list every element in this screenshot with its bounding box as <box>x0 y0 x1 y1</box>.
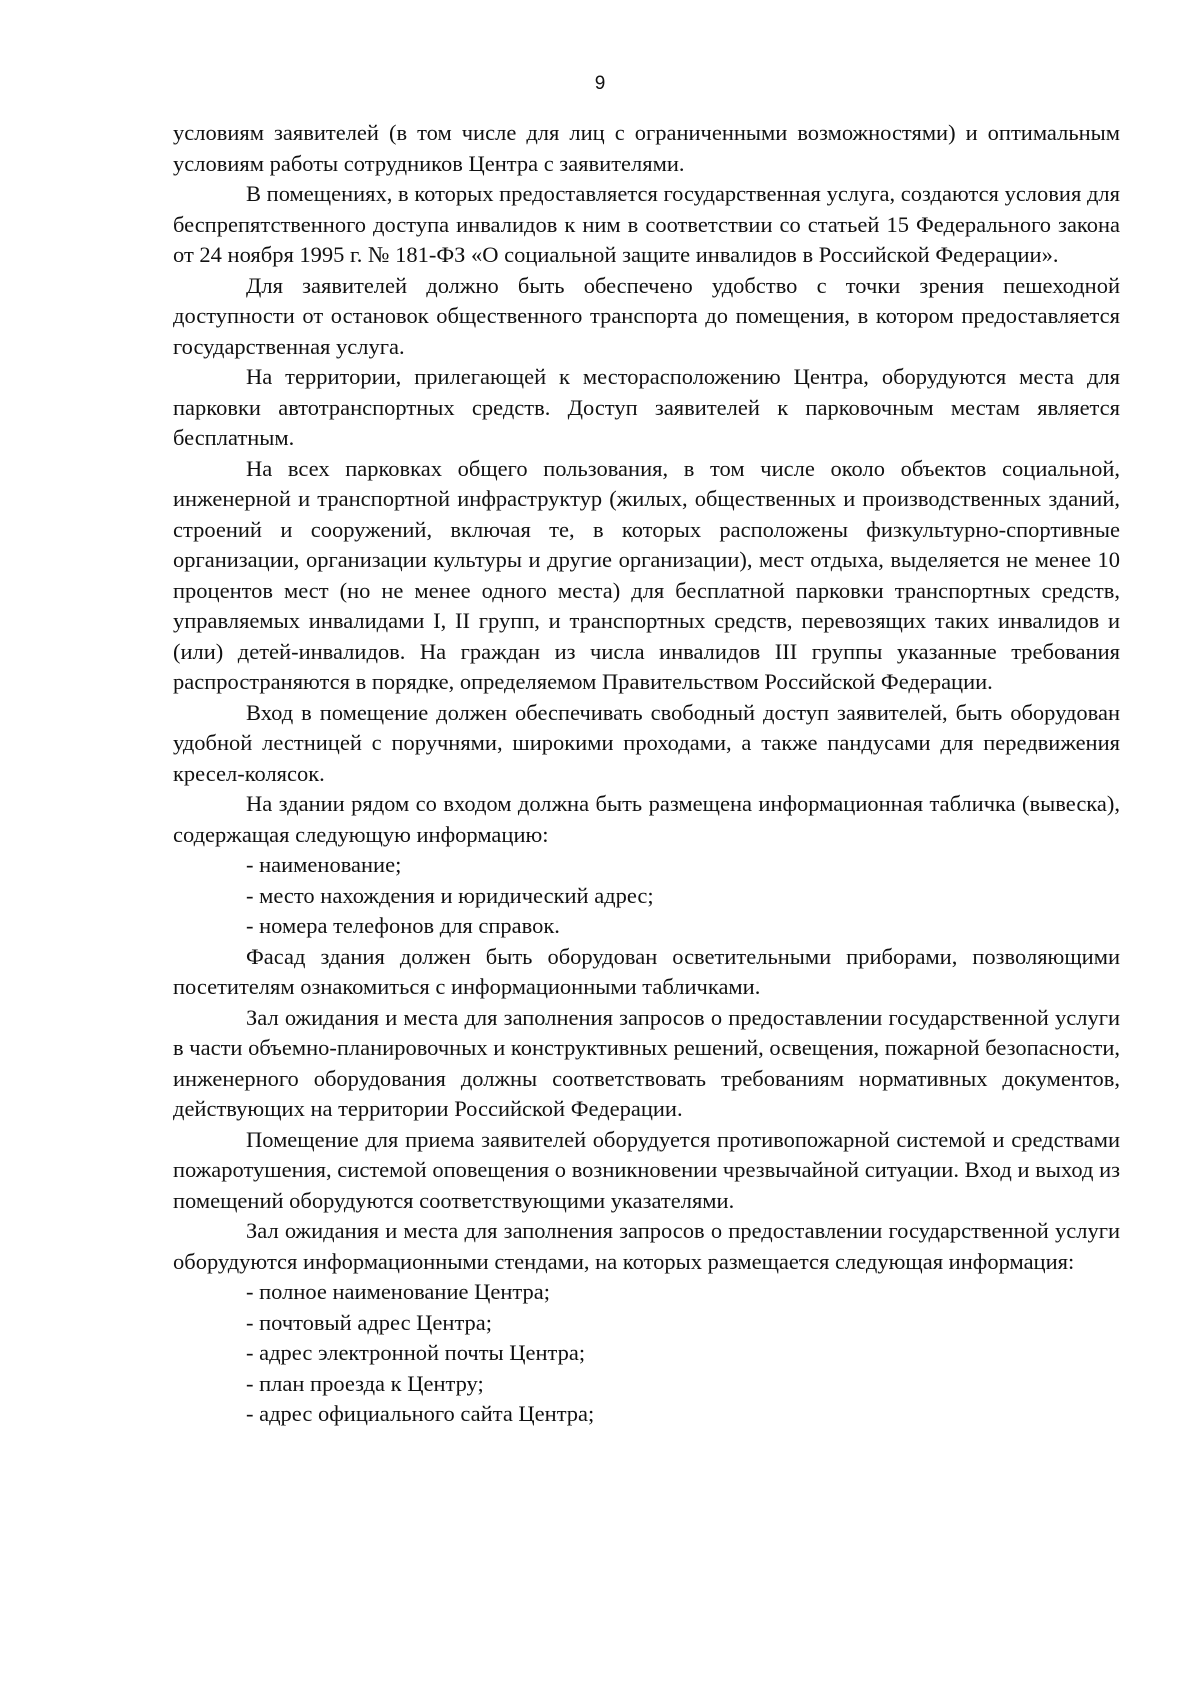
list-item: - полное наименование Центра; <box>246 1279 550 1304</box>
list-item: - адрес электронной почты Центра; <box>246 1340 586 1365</box>
paragraph: Зал ожидания и места для заполнения запросов о предоставлении государственной услуги в части объемно-планировочных и конструктивных решений, освещения, пожарной безопасности, инженерного оборудования должны соответствовать требованиям нормативных документов, действующих на территории Российской Федерации. <box>173 1004 1120 1121</box>
paragraph: На всех парковках общего пользования, в том числе около объектов социальной, инженерной и транспортной инфраструктур (жилых, общественных и производственных зданий, строений и сооружений, включая те, в которых расположены физкультурно-спортивные организации, организации культуры и другие организации), мест отдыха, выделяется не менее 10 процентов мест (но не менее одного места) для бесплатной парковки транспортных средств, управляемых инвалидами I, II групп, и транспортных средств, перевозящих таких инвалидов и (или) детей-инвалидов. На граждан из числа инвалидов III группы указанные требования распространяются в порядке, определяемом Правительством Российской Федерации. <box>173 455 1120 694</box>
paragraph: В помещениях, в которых предоставляется государственная услуга, создаются условия для беспрепятственного доступа инвалидов к ним в соответствии со статьей 15 Федерального закона от 24 ноября 1995 г. № 181-ФЗ «О социальной защите инвалидов в Российской Федерации». <box>173 181 1120 267</box>
paragraph: На здании рядом со входом должна быть размещена информационная табличка (вывеска), содержащая следующую информацию: <box>173 791 1120 847</box>
paragraph: На территории, прилегающей к месторасположению Центра, оборудуются места для парковки автотранспортных средств. Доступ заявителей к парковочным местам является бесплатным. <box>173 364 1120 450</box>
paragraph: Фасад здания должен быть оборудован осветительными приборами, позволяющими посетителям ознакомиться с информационными табличками. <box>173 943 1120 999</box>
list-item: - адрес официального сайта Центра; <box>246 1401 595 1426</box>
paragraph: Вход в помещение должен обеспечивать свободный доступ заявителей, быть оборудован удобной лестницей с поручнями, широкими проходами, а также пандусами для передвижения кресел-колясок. <box>173 699 1120 786</box>
paragraph: Зал ожидания и места для заполнения запросов о предоставлении государственной услуги оборудуются информационными стендами, на которых размещается следующая информация: <box>173 1218 1120 1274</box>
list-item: - план проезда к Центру; <box>246 1370 484 1396</box>
list-item: - место нахождения и юридический адрес; <box>246 882 654 908</box>
list-item: - номера телефонов для справок. <box>246 913 560 938</box>
document-body <box>173 118 1120 1430</box>
paragraph: Для заявителей должно быть обеспечено удобство с точки зрения пешеходной доступности от остановок общественного транспорта до помещения, в котором предоставляется государственная услуга. <box>173 272 1120 359</box>
paragraph: условиям заявителей (в том числе для лиц с ограниченными возможностями) и оптимальным условиям работы сотрудников Центра с заявителями. <box>173 120 1120 176</box>
page-number: 9 <box>594 73 606 94</box>
list-item: - наименование; <box>246 852 402 877</box>
list-item: - почтовый адрес Центра; <box>246 1309 493 1335</box>
paragraph: Помещение для приема заявителей оборудуется противопожарной системой и средствами пожаротушения, системой оповещения о возникновении чрезвычайной ситуации. Вход и выход из помещений оборудуются соответствующими указателями. <box>173 1126 1120 1213</box>
